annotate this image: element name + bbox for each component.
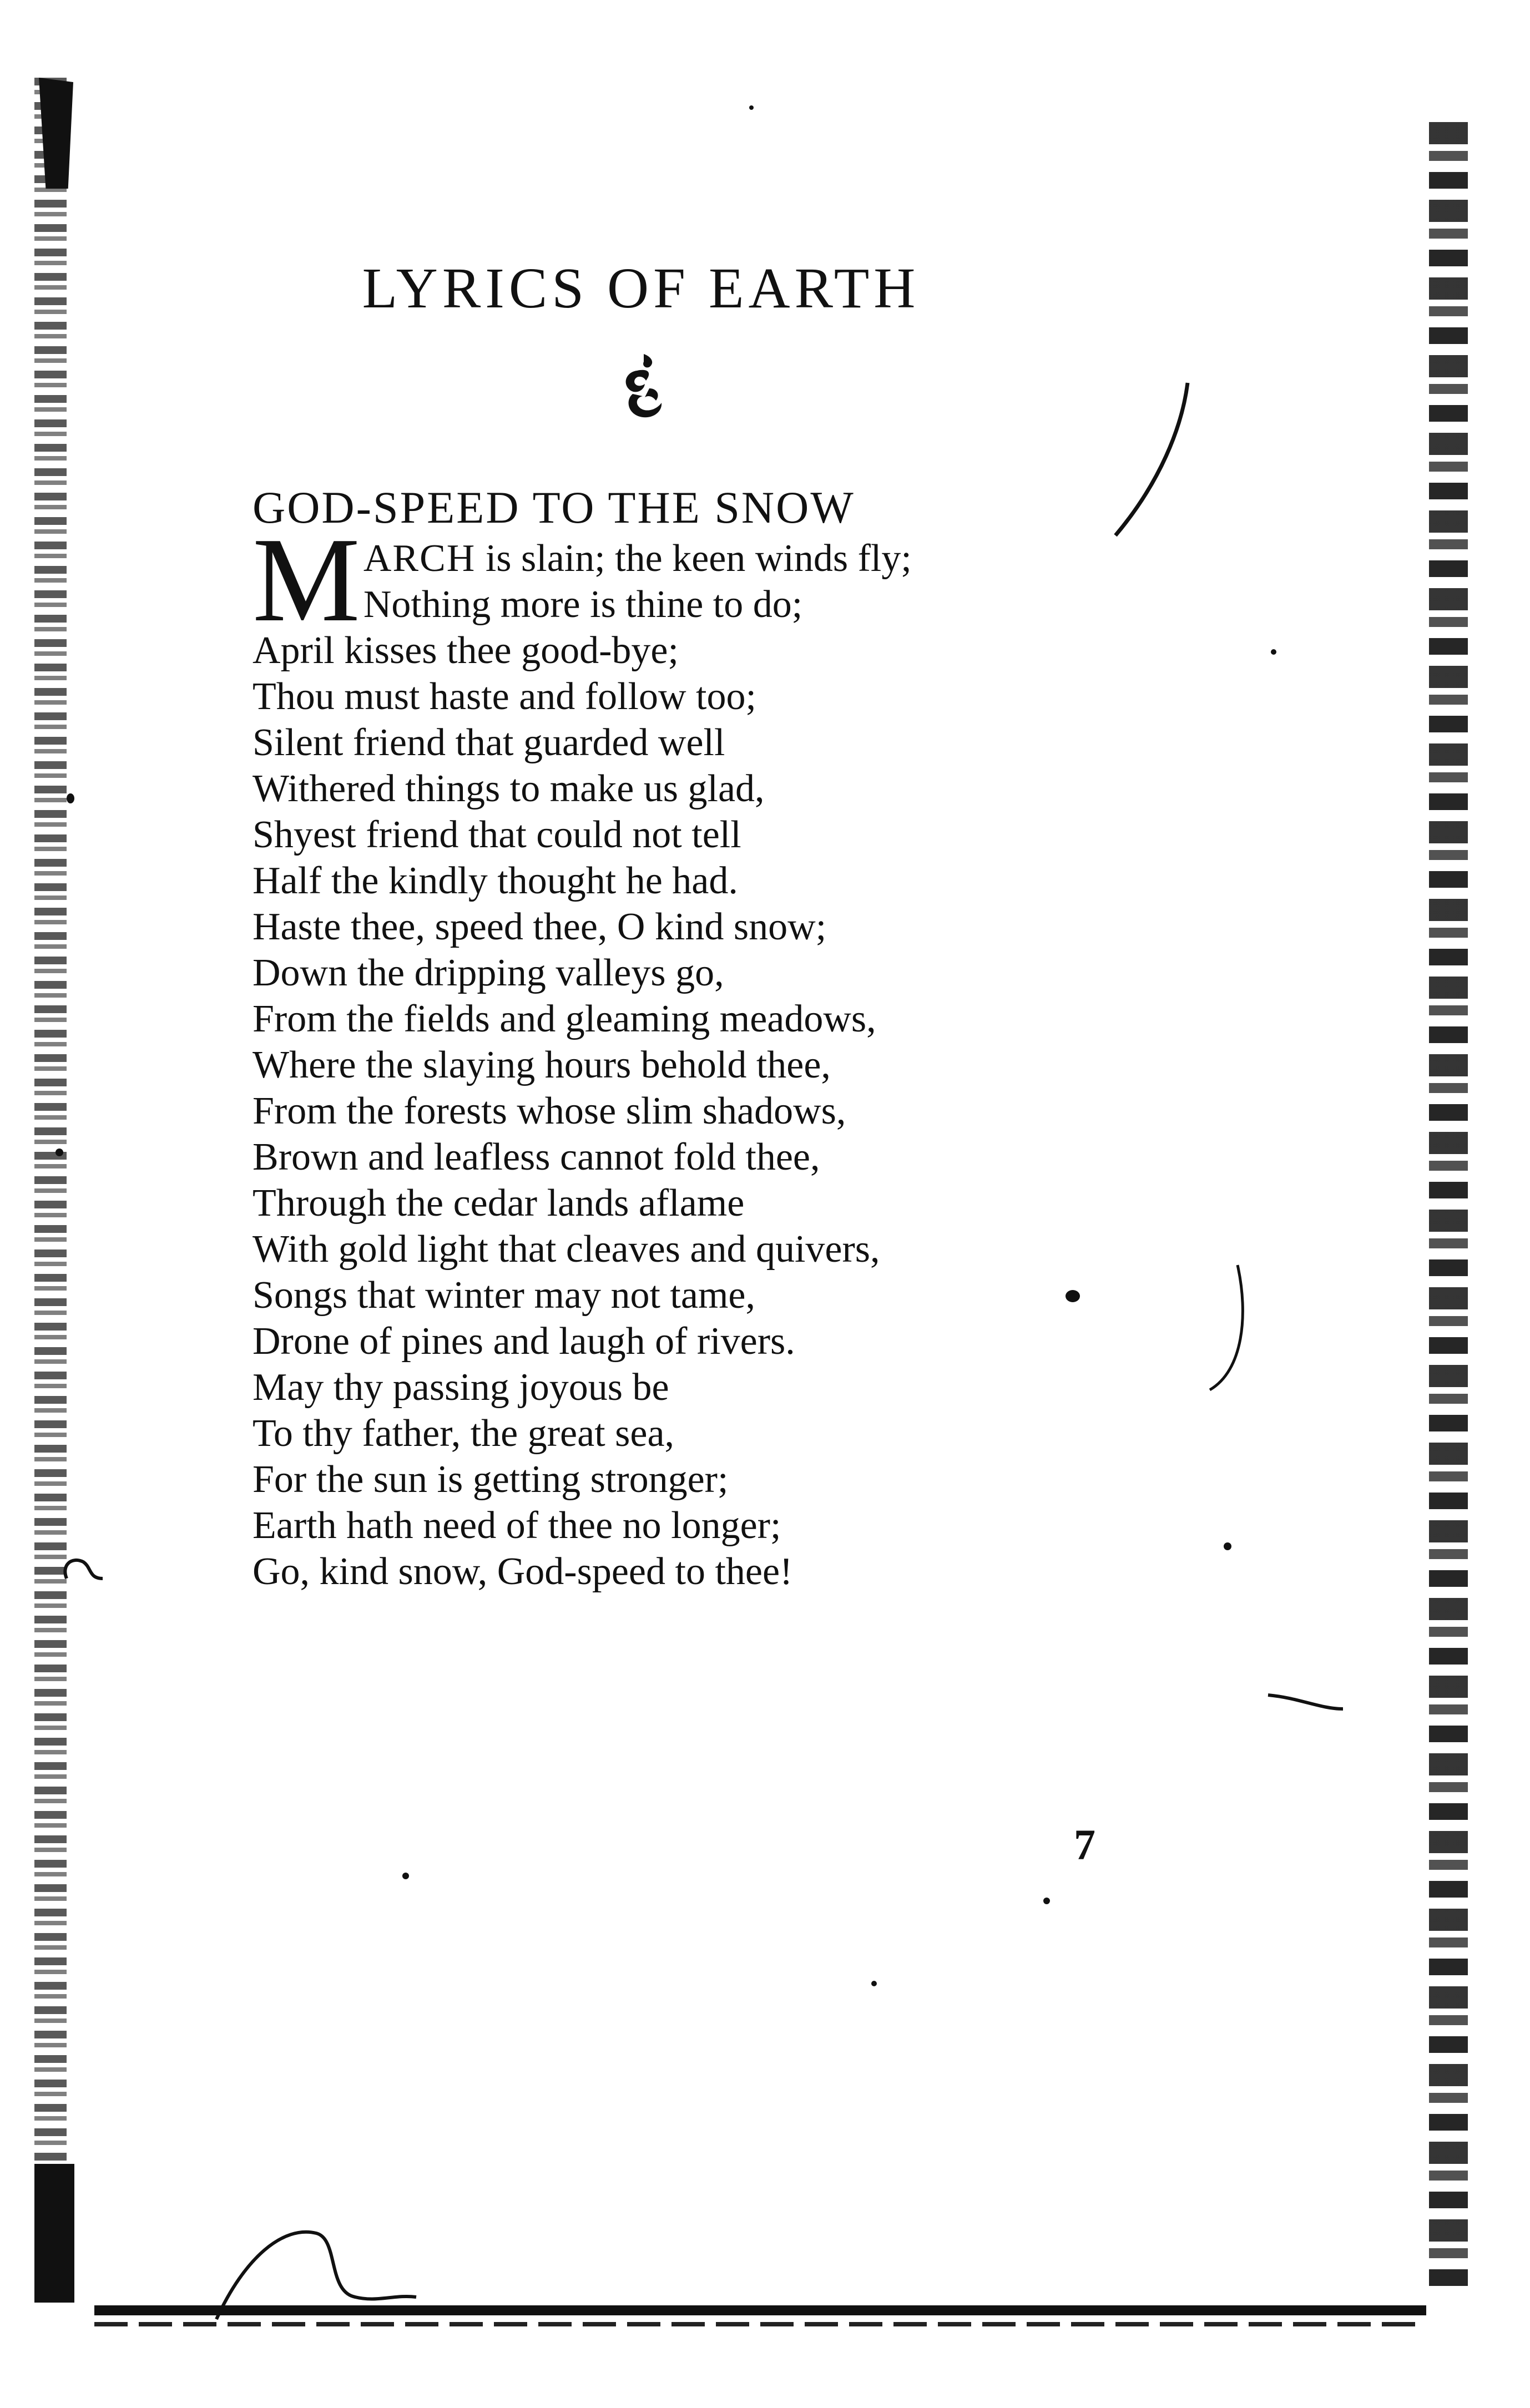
poem-line: Half the kindly thought he had. <box>253 859 738 902</box>
poem-line: With gold light that cleaves and quivers, <box>253 1228 880 1271</box>
poem-line: Where the slaying hours behold thee, <box>253 1044 831 1086</box>
pen-stroke-left-curl <box>55 1554 105 1587</box>
poem-line: From the forests whose slim shadows, <box>253 1090 846 1132</box>
scan-speck <box>55 1149 63 1156</box>
left-scan-edge <box>34 78 67 2297</box>
poem-opening <box>253 513 1085 647</box>
poem-line-1 <box>253 535 1085 581</box>
scan-speck <box>1271 649 1276 655</box>
scan-speck <box>749 105 754 110</box>
scan-speck <box>402 1873 409 1879</box>
poem-body <box>253 513 1085 1595</box>
poem-line: Silent friend that guarded well <box>253 721 725 764</box>
scan-speck <box>67 793 74 803</box>
poem-line: Down the dripping valleys go, <box>253 952 724 994</box>
first-word-rest: ARCH <box>363 537 476 580</box>
poem-line: Go, kind snow, God-speed to thee! <box>253 1550 793 1593</box>
poem-line-2: Nothing more is thine to do; <box>363 583 803 626</box>
poem-lines <box>253 628 1085 1595</box>
poem-line: Withered things to make us glad, <box>253 767 765 810</box>
fleuron-ornament-icon <box>616 350 671 422</box>
right-scan-edge <box>1429 122 1468 2286</box>
pen-stroke-top-right <box>1104 377 1204 544</box>
poem-line: April kisses thee good-bye; <box>253 629 679 672</box>
poem-line: Shyest friend that could not tell <box>253 813 741 856</box>
poem-line: Songs that winter may not tame, <box>253 1274 755 1317</box>
drop-cap: M <box>253 513 360 647</box>
scan-speck <box>1043 1898 1050 1904</box>
poem-line: Brown and leafless cannot fold thee, <box>253 1136 820 1178</box>
poem-line: May thy passing joyous be <box>253 1366 669 1409</box>
poem-line: To thy father, the great sea, <box>253 1412 675 1455</box>
pen-stroke-right <box>1199 1259 1254 1398</box>
scan-speck <box>871 1981 877 1986</box>
poem-line: Thou must haste and follow too; <box>253 675 756 718</box>
poem-line: For the sun is getting stronger; <box>253 1458 729 1501</box>
poem-line: Through the cedar lands aflame <box>253 1182 745 1225</box>
poem-line: From the fields and gleaming meadows, <box>253 998 876 1040</box>
poem-line: Earth hath need of thee no longer; <box>253 1504 781 1547</box>
poem-line: Drone of pines and laugh of rivers. <box>253 1320 795 1363</box>
pen-stroke-bottom <box>211 2214 422 2325</box>
page-number: 7 <box>1074 1820 1095 1869</box>
poem-line: Haste thee, speed thee, O kind snow; <box>253 905 827 948</box>
scan-speck <box>1224 1542 1231 1550</box>
pen-stroke-lower-right <box>1265 1687 1349 1720</box>
left-scan-edge-bottom <box>34 2164 74 2303</box>
first-line-rest: is slain; the keen winds fly; <box>476 537 912 580</box>
running-head: LYRICS OF EARTH <box>362 256 920 320</box>
poem-title: GOD-SPEED TO THE SNOW <box>253 482 855 533</box>
